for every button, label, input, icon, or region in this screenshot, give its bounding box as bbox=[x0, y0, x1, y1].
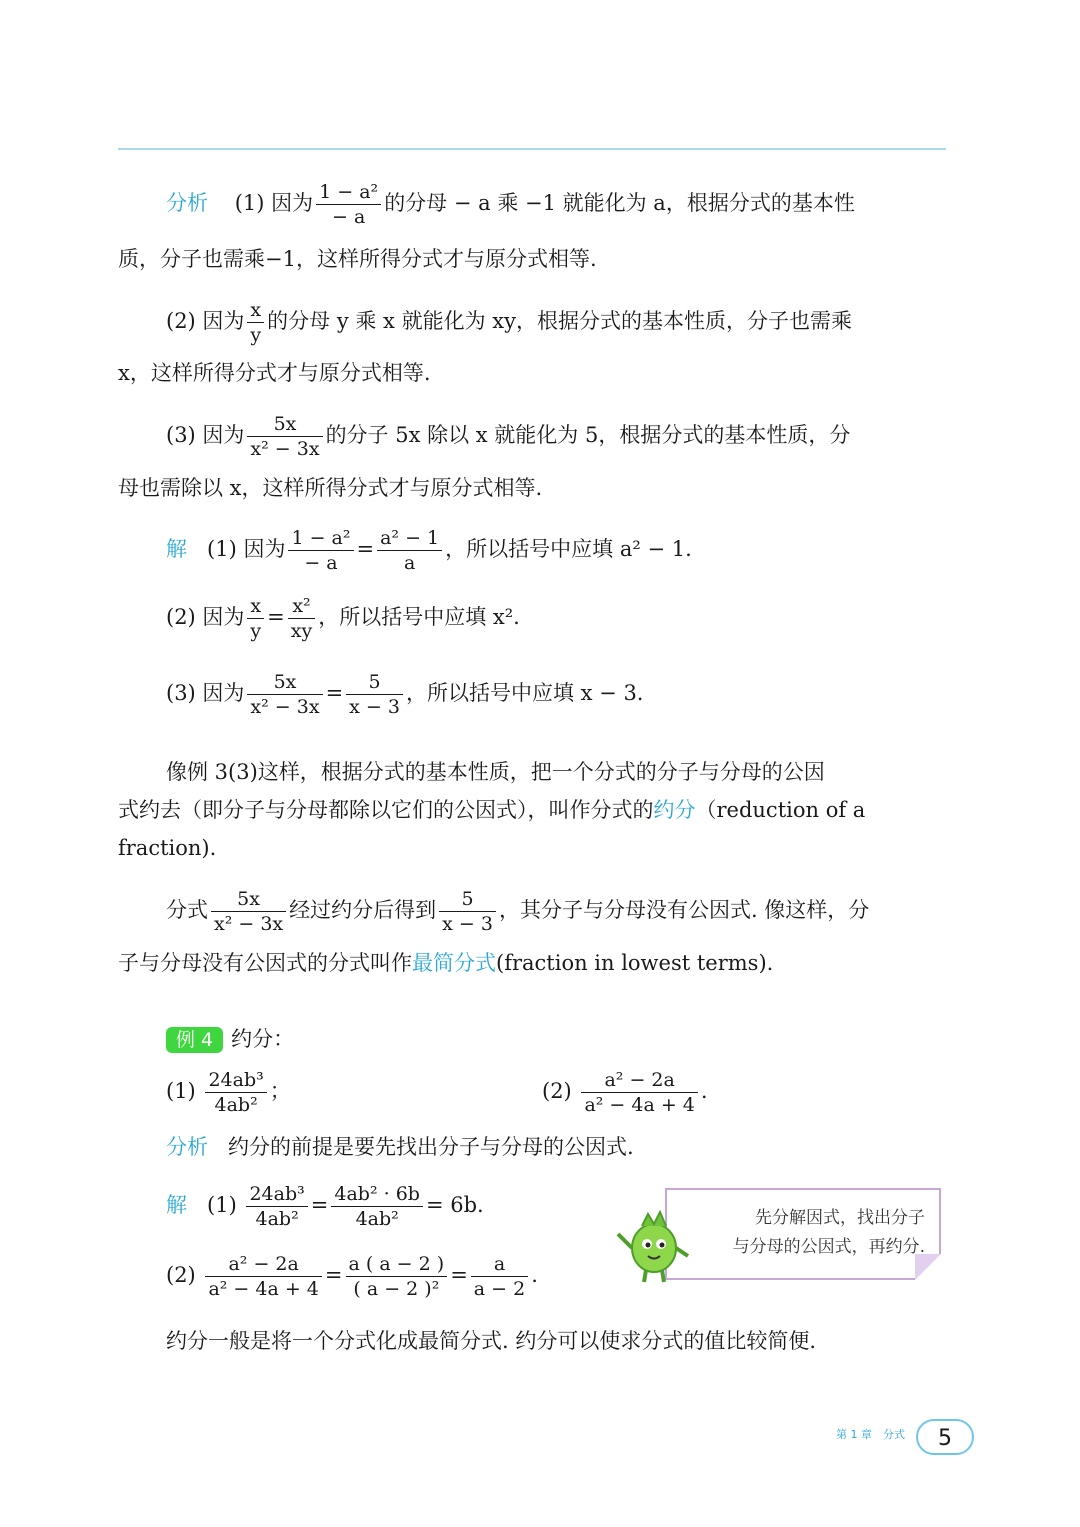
fraction: $\frac{5x}{\text{x² − 3x}}$ bbox=[247, 670, 322, 719]
solution-1: 解 (1) 因为 $\frac{\text{1 − a²}}{- a}$ = $\frac{\text{a² − 1}}{a}$ ，所以括号中应填 a² − 1. bbox=[166, 527, 692, 574]
analysis-2: (2) 因为 $\frac{x}{y}$ 的分母 y 乘 x 就能化为 xy，根据分式的基本性质，分子也需乘 bbox=[166, 299, 852, 346]
fraction: $\frac{5x}{\text{x² − 3x}}$ bbox=[211, 887, 286, 936]
reduction-l2: 式约去（即分子与分母都除以它们的公因式），叫作分式的约分（reduction of a bbox=[118, 798, 866, 822]
lowest-l1: 分式 $\frac{5x}{\text{x² − 3x}}$ 经过约分后得到 $\frac{5}{x - 3}$ ，其分子与分母没有公因式. 像这样，分 bbox=[166, 888, 870, 935]
analysis-3: (3) 因为 $\frac{5x}{\text{x² − 3x}}$ 的分子 5x 除以 x 就能化为 5，根据分式的基本性质，分 bbox=[166, 413, 851, 460]
fraction: $\frac{\text{a² − 2a}}{\text{a² − 4a + 4}}$ bbox=[581, 1068, 697, 1117]
chapter-footer: 第 1 章 分式 bbox=[836, 1428, 905, 1441]
example4-analysis: 分析 约分的前提是要先找出分子与分母的公因式. bbox=[166, 1135, 634, 1159]
solution-2: (2) 因为 $\frac{x}{y}$ = $\frac{\text{x²}}{xy}$ ，所以括号中应填 x². bbox=[166, 595, 520, 642]
fraction: $\frac{\text{24ab³}}{\text{4ab²}}$ bbox=[205, 1068, 266, 1117]
conclusion: 约分一般是将一个分式化成最简分式. 约分可以使求分式的值比较简便. bbox=[166, 1329, 817, 1353]
analysis-1: 分析 (1) 因为 $\frac{\text{1 − a²}}{- a}$ 的分母 − a 乘 −1 就能化为 a，根据分式的基本性 bbox=[166, 181, 855, 228]
fraction: $\frac{5}{x - 3}$ bbox=[346, 670, 403, 719]
fraction: $\frac{\text{a² − 1}}{a}$ bbox=[377, 526, 442, 575]
solution-3: (3) 因为 $\frac{5x}{\text{x² − 3x}}$ = $\frac{5}{x - 3}$ ，所以括号中应填 x − 3. bbox=[166, 671, 644, 718]
example-badge: 例 4 bbox=[166, 1027, 223, 1053]
reduction-l1: 像例 3(3)这样，根据分式的基本性质，把一个分式的分子与分母的公因 bbox=[166, 760, 825, 784]
fraction: $\frac{\text{x²}}{xy}$ bbox=[288, 594, 315, 643]
fraction: $\frac{a ( a - 2 )}{\text{( a − 2 )²}}$ bbox=[346, 1252, 448, 1301]
analysis-3-cont: 母也需除以 x，这样所得分式才与原分式相等. bbox=[118, 476, 543, 500]
fraction: $\frac{5}{x - 3}$ bbox=[439, 887, 496, 936]
mascot-icon bbox=[614, 1204, 694, 1284]
header-rule bbox=[118, 148, 946, 150]
fraction: $\frac{\text{1 − a²}}{- a}$ bbox=[288, 526, 353, 575]
fraction: $\frac{x}{y}$ bbox=[247, 298, 264, 347]
tip-callout: 先分解因式，找出分子 与分母的公因式，再约分. bbox=[665, 1188, 941, 1280]
fraction: $\frac{x}{y}$ bbox=[247, 594, 264, 643]
example4-q2: (2) $\frac{\text{a² − 2a}}{\text{a² − 4a + 4}}$ . bbox=[542, 1069, 708, 1116]
fraction: $\frac{\text{4ab² · 6b}}{\text{4ab²}}$ bbox=[331, 1182, 423, 1231]
example4-heading: 例 4 约分： bbox=[166, 1024, 996, 1054]
analysis-label: 分析 bbox=[166, 191, 208, 215]
example4-q1: (1) $\frac{\text{24ab³}}{\text{4ab²}}$ ； bbox=[166, 1069, 291, 1116]
analysis-1-cont: 质，分子也需乘−1，这样所得分式才与原分式相等. bbox=[118, 247, 597, 271]
page-number: 5 bbox=[916, 1419, 974, 1455]
reduction-l3: fraction). bbox=[118, 836, 217, 860]
fraction: $\frac{a}{a - 2}$ bbox=[471, 1252, 528, 1301]
fraction: $\frac{\text{a² − 2a}}{\text{a² − 4a + 4}}$ bbox=[205, 1252, 321, 1301]
term-reduction: 约分 bbox=[653, 798, 696, 822]
page-fold bbox=[915, 1254, 941, 1280]
fraction: $\frac{5x}{\text{x² − 3x}}$ bbox=[247, 412, 322, 461]
example4-a1: 解 (1) $\frac{\text{24ab³}}{\text{4ab²}}$ = $\frac{\text{4ab² · 6b}}{\text{4ab²}}$ = 6b. bbox=[166, 1183, 484, 1230]
example4-a2: (2) $\frac{\text{a² − 2a}}{\text{a² − 4a + 4}}$ = $\frac{a ( a - 2 )}{\text{( a − 2 )²}}$ = $\frac{a}{a - 2}$ . bbox=[166, 1253, 538, 1300]
fraction: $\frac{\text{24ab³}}{\text{4ab²}}$ bbox=[246, 1182, 307, 1231]
analysis-2-cont: x，这样所得分式才与原分式相等. bbox=[118, 361, 431, 385]
solution-label: 解 bbox=[166, 537, 187, 561]
lowest-l2: 子与分母没有公因式的分式叫作最简分式(fraction in lowest terms). bbox=[118, 951, 774, 975]
term-lowest: 最简分式 bbox=[412, 951, 496, 975]
fraction: $\frac{\text{1 − a²}}{- a}$ bbox=[316, 180, 381, 229]
